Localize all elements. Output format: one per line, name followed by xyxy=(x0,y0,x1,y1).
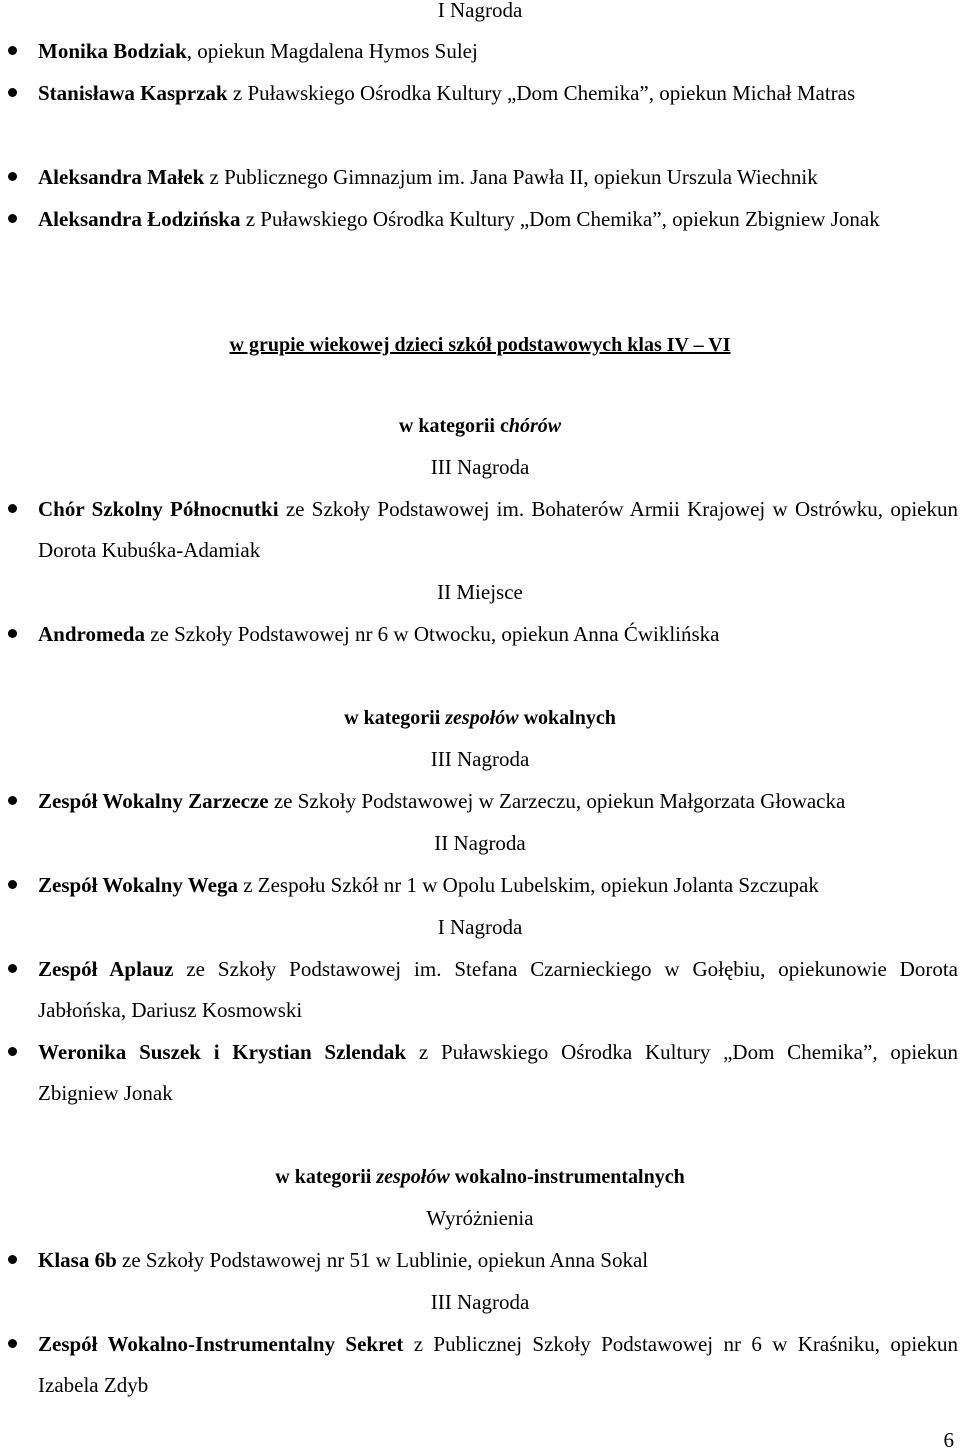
participant-details: ze Szkoły Podstawowej nr 6 w Otwocku, opiekun Anna Ćwiklińska xyxy=(144,622,720,646)
category-heading xyxy=(0,706,960,730)
participant-name: Zespół Wokalny Wega xyxy=(38,873,238,897)
list-item xyxy=(38,31,958,72)
bullet-icon xyxy=(8,1339,17,1348)
award-heading: I Nagroda xyxy=(437,0,523,22)
category-heading xyxy=(0,414,960,438)
bullet-icon xyxy=(8,88,17,97)
participant-name: Zespół Wokalno-Instrumentalny Sekret xyxy=(38,1332,404,1356)
award-heading: II Miejsce xyxy=(437,580,523,604)
participant-details: ze Szkoły Podstawowej im. Bohaterów Armii Krajowej w Ostrówku, opiekun Dorota Kubuśka-Adamiak xyxy=(38,497,958,562)
participant-name: Andromeda xyxy=(38,622,145,646)
participant-details: ze Szkoły Podstawowej im. Stefana Czarnieckiego w Gołębiu, opiekunowie Dorota Jabłońska, Dariusz Kosmowski xyxy=(38,957,958,1022)
category-prefix: w kategorii xyxy=(275,1166,377,1188)
bullet-icon xyxy=(8,1047,17,1056)
list-item xyxy=(38,1324,958,1406)
participant-name: Stanisława Kasprzak xyxy=(38,81,228,105)
participant-name: Monika Bodziak xyxy=(38,39,187,63)
bullet-icon xyxy=(8,46,17,55)
category-prefix: w kategorii xyxy=(344,707,446,729)
category-emphasis: zespołów xyxy=(376,1166,450,1188)
list-item xyxy=(38,614,958,655)
award-heading: III Nagroda xyxy=(430,455,530,479)
bullet-icon xyxy=(8,504,17,513)
participant-details: z Puławskiego Ośrodka Kultury „Dom Chemika”, opiekun Zbigniew Jonak xyxy=(38,1040,959,1105)
category-emphasis: hórów xyxy=(508,415,562,437)
age-group-heading: w grupie wiekowej dzieci szkół podstawowych klas IV – VI xyxy=(229,334,731,356)
page-number: 6 xyxy=(943,1428,954,1452)
list-item xyxy=(38,865,958,906)
list-item xyxy=(38,1240,958,1281)
list-item xyxy=(38,157,958,198)
participant-details: z Publicznego Gimnazjum im. Jana Pawła II, opiekun Urszula Wiechnik xyxy=(204,165,818,189)
participant-details: z Puławskiego Ośrodka Kultury „Dom Chemika”, opiekun Michał Matras xyxy=(227,81,856,105)
participant-name: Aleksandra Małek xyxy=(38,165,205,189)
participant-details: ze Szkoły Podstawowej nr 51 w Lublinie, opiekun Anna Sokal xyxy=(116,1248,649,1272)
category-emphasis: zespołów xyxy=(445,707,519,729)
participant-details: , opiekun Magdalena Hymos Sulej xyxy=(186,39,478,63)
category-suffix: wokalno-instrumentalnych xyxy=(449,1166,685,1188)
bullet-icon xyxy=(8,629,17,638)
category-prefix: w kategorii c xyxy=(398,415,509,437)
participant-details: z Publicznej Szkoły Podstawowej nr 6 w Kraśniku, opiekun Izabela Zdyb xyxy=(38,1332,959,1397)
participant-name: Chór Szkolny Północnutki xyxy=(38,497,279,521)
list-item xyxy=(38,1032,958,1114)
list-item xyxy=(38,73,958,114)
bullet-icon xyxy=(8,214,17,223)
bullet-icon xyxy=(8,1255,17,1264)
participant-name: Aleksandra Łodzińska xyxy=(38,207,241,231)
award-heading: Wyróżnienia xyxy=(426,1206,534,1230)
participant-details: ze Szkoły Podstawowej w Zarzeczu, opiekun Małgorzata Głowacka xyxy=(268,789,846,813)
category-suffix: wokalnych xyxy=(518,707,616,729)
category-heading xyxy=(0,1165,960,1189)
bullet-icon xyxy=(8,964,17,973)
bullet-icon xyxy=(8,880,17,889)
award-heading: I Nagroda xyxy=(437,915,523,939)
bullet-icon xyxy=(8,796,17,805)
list-item xyxy=(38,489,958,571)
list-item xyxy=(38,781,958,822)
list-item xyxy=(38,199,958,240)
participant-details: z Puławskiego Ośrodka Kultury „Dom Chemika”, opiekun Zbigniew Jonak xyxy=(240,207,880,231)
participant-name: Zespół Wokalny Zarzecze xyxy=(38,789,269,813)
participant-name: Klasa 6b xyxy=(38,1248,117,1272)
participant-details: z Zespołu Szkół nr 1 w Opolu Lubelskim, opiekun Jolanta Szczupak xyxy=(237,873,819,897)
participant-name: Zespół Aplauz xyxy=(38,957,174,981)
award-heading: III Nagroda xyxy=(430,1290,530,1314)
award-heading: III Nagroda xyxy=(430,747,530,771)
list-item xyxy=(38,949,958,1031)
bullet-icon xyxy=(8,172,17,181)
participant-name: Weronika Suszek i Krystian Szlendak xyxy=(38,1040,407,1064)
award-heading: II Nagroda xyxy=(434,831,526,855)
